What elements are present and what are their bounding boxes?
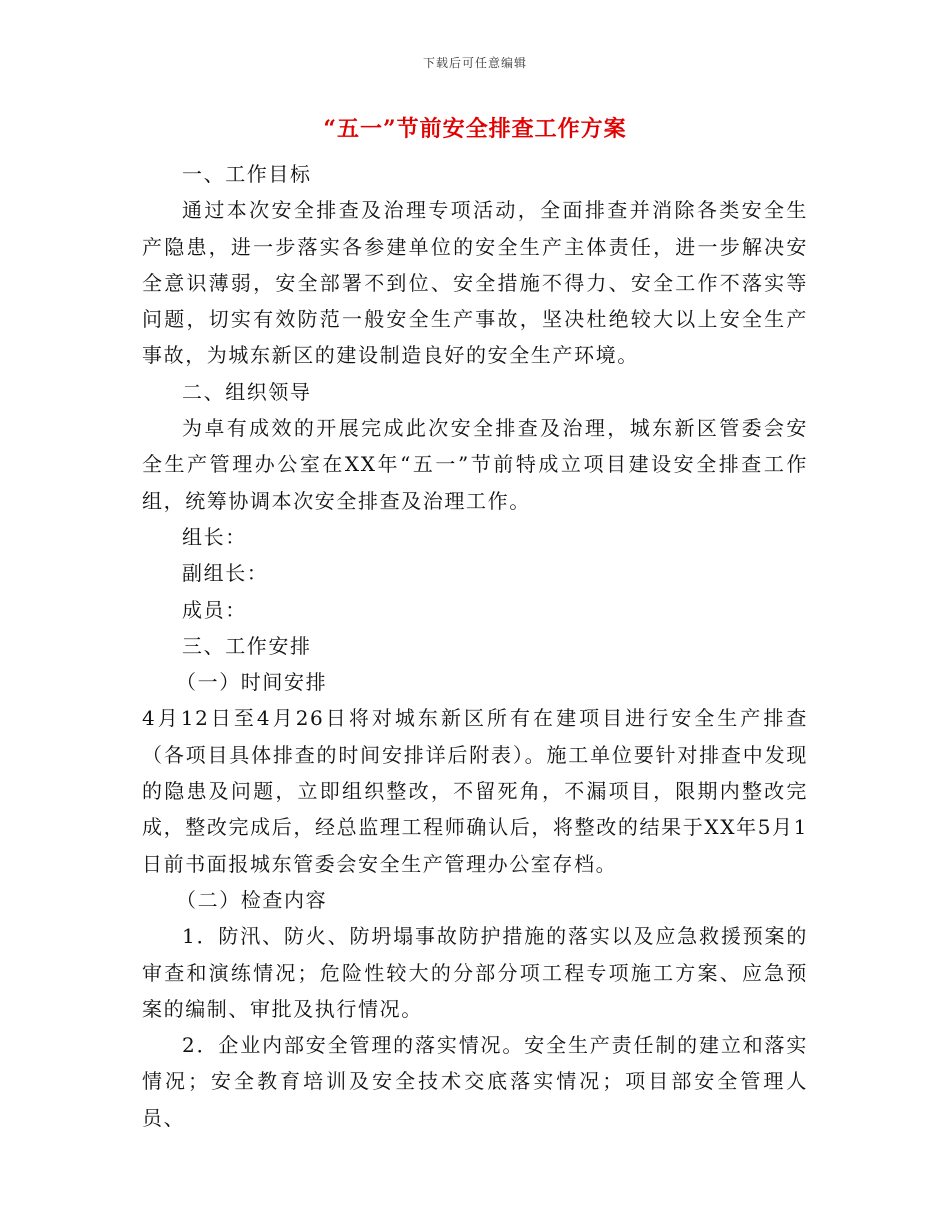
paragraph-schedule: 4月12日至4月26日将对城东新区所有在建项目进行安全生产排查（各项目具体排查的时间安排详后附表）。施工单位要针对排查中发现的隐患及问题，立即组织整改，不留死角，不漏项目，限期内整改完成，整改完成后，经总监理工程师确认后，将整改的结果于XX年5月1日前书面报城东管委会安全生产管理办公室存档。 [142,706,809,876]
section-heading-goals: 一、工作目标 [182,162,312,186]
list-item-2: 2．企业内部安全管理的落实情况。安全生产责任制的建立和落实情况；安全教育培训及安全技术交底落实情况；项目部安全管理人员、 [142,1033,808,1130]
document-body [142,156,808,1136]
subheading-inspection-content: （二）检查内容 [176,887,328,912]
section-heading-organization: 二、组织领导 [182,379,312,404]
list-item-1: 1．防汛、防火、防坍塌事故防护措施的落实以及应急救援预案的审查和演练情况；危险性较大的分部分项工程专项施工方案、应急预案的编制、审批及执行情况。 [142,924,808,1021]
paragraph-goals: 通过本次安全排查及治理专项活动，全面排查并消除各类安全生产隐患，进一步落实各参建单位的安全生产主体责任，进一步解决安全意识薄弱，安全部署不到位、安全措施不得力、安全工作不落实等问题，切实有效防范一般安全生产事故，坚决杜绝较大以上安全生产事故，为城东新区的建设制造良好的安全生产环境。 [142,198,808,368]
subheading-schedule: （一）时间安排 [176,670,328,695]
members-line: 成员： [182,597,247,622]
team-leader-line: 组长： [182,524,247,549]
document-title: “五一”节前安全排查工作方案 [323,116,627,142]
header-note: 下载后可任意编辑 [422,56,527,70]
section-heading-arrangement: 三、工作安排 [182,633,312,658]
deputy-leader-line: 副组长： [182,561,269,586]
paragraph-organization: 为卓有成效的开展完成此次安全排查及治理，城东新区管委会安全生产管理办公室在XX年“五一”节前特成立项目建设安全排查工作组，统筹协调本次安全排查及治理工作。 [142,416,808,513]
